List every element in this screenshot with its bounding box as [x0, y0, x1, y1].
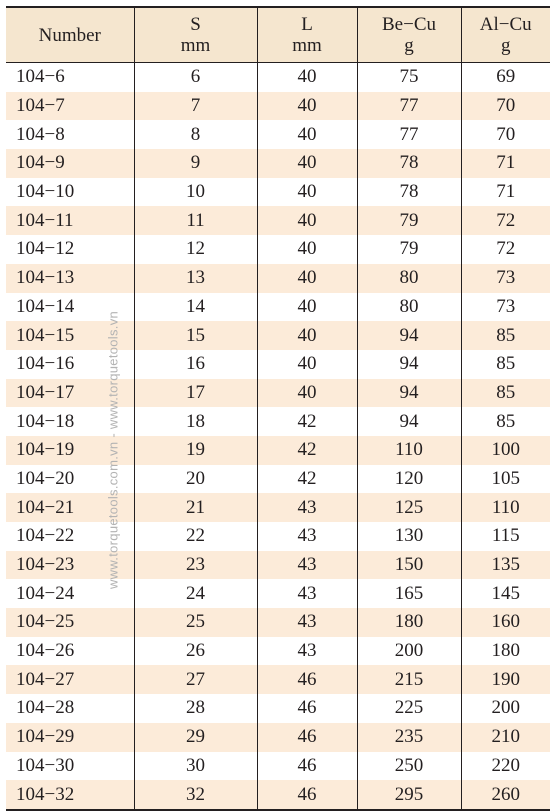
table-row — [6, 92, 550, 121]
number-cell: 104−12 — [16, 238, 75, 260]
s-cell: 19 — [134, 436, 257, 465]
column-header-label: L — [301, 14, 313, 35]
be-cu-cell: 94 — [357, 379, 461, 408]
be-cu-cell: 77 — [357, 92, 461, 121]
be-cu-cell: 295 — [357, 780, 461, 810]
l-cell: 40 — [257, 379, 357, 408]
l-cell: 40 — [257, 235, 357, 264]
table-row — [6, 264, 550, 293]
number-cell: 104−6 — [16, 66, 65, 88]
be-cu-cell: 78 — [357, 149, 461, 178]
s-cell: 7 — [134, 92, 257, 121]
s-cell: 18 — [134, 407, 257, 436]
l-cell: 46 — [257, 723, 357, 752]
al-cu-cell: 260 — [461, 780, 550, 810]
number-cell: 104−21 — [6, 493, 134, 522]
table-row — [6, 407, 550, 436]
spec-table-container — [6, 6, 550, 806]
al-cu-cell: 71 — [461, 178, 550, 207]
s-cell: 17 — [134, 379, 257, 408]
number-cell: 104−29 — [6, 723, 134, 752]
header-row — [6, 7, 550, 63]
l-cell: 43 — [257, 608, 357, 637]
column-header-unit: mm — [180, 35, 211, 56]
s-cell: 29 — [134, 723, 257, 752]
table-row — [6, 522, 550, 551]
l-cell: 40 — [257, 178, 357, 207]
al-cu-cell: 85 — [461, 321, 550, 350]
l-cell: 40 — [257, 92, 357, 121]
s-cell: 11 — [134, 206, 257, 235]
table-row — [6, 465, 550, 494]
be-cu-cell: 110 — [357, 436, 461, 465]
be-cu-cell: 77 — [357, 120, 461, 149]
be-cu-cell: 120 — [357, 465, 461, 494]
s-cell: 30 — [134, 752, 257, 781]
number-cell: 104−20 — [16, 467, 75, 489]
be-cu-cell: 165 — [357, 579, 461, 608]
table-row — [6, 551, 550, 580]
l-cell: 43 — [257, 637, 357, 666]
al-cu-cell: 200 — [461, 694, 550, 723]
al-cu-cell: 73 — [461, 264, 550, 293]
l-cell: 43 — [257, 579, 357, 608]
column-header-label: Be−Cu — [382, 14, 436, 35]
table-row — [6, 350, 550, 379]
l-cell: 40 — [257, 321, 357, 350]
table-row — [6, 579, 550, 608]
number-cell: 104−23 — [6, 551, 134, 580]
number-cell: 104−13 — [6, 264, 134, 293]
s-cell: 13 — [134, 264, 257, 293]
table-row — [6, 293, 550, 322]
number-cell: 104−14 — [16, 295, 75, 317]
table-row — [6, 752, 550, 781]
s-cell: 9 — [134, 149, 257, 178]
s-cell: 10 — [134, 178, 257, 207]
table-row — [6, 379, 550, 408]
table-row — [6, 206, 550, 235]
table-row — [6, 665, 550, 694]
be-cu-cell: 180 — [357, 608, 461, 637]
number-cell: 104−30 — [16, 754, 75, 776]
s-cell: 32 — [134, 780, 257, 810]
table-row — [6, 235, 550, 264]
l-cell: 40 — [257, 264, 357, 293]
number-cell: 104−15 — [6, 321, 134, 350]
be-cu-cell: 130 — [357, 522, 461, 551]
l-cell: 46 — [257, 752, 357, 781]
al-cu-cell: 73 — [461, 293, 550, 322]
l-cell: 40 — [257, 63, 357, 92]
column-header-label: Number — [38, 24, 101, 46]
be-cu-cell: 78 — [357, 178, 461, 207]
be-cu-cell: 75 — [357, 63, 461, 92]
be-cu-cell: 94 — [357, 321, 461, 350]
number-cell: 104−18 — [16, 410, 75, 432]
number-cell: 104−11 — [6, 206, 134, 235]
be-cu-cell: 94 — [357, 407, 461, 436]
s-cell: 12 — [134, 235, 257, 264]
al-cu-cell: 135 — [461, 551, 550, 580]
be-cu-cell: 79 — [357, 206, 461, 235]
al-cu-cell: 160 — [461, 608, 550, 637]
table-row — [6, 608, 550, 637]
number-cell: 104−9 — [6, 149, 134, 178]
table-body — [6, 63, 550, 810]
al-cu-cell: 85 — [461, 407, 550, 436]
l-cell: 46 — [257, 694, 357, 723]
column-header-al-cu-g — [461, 7, 550, 63]
al-cu-cell: 210 — [461, 723, 550, 752]
al-cu-cell: 220 — [461, 752, 550, 781]
number-cell: 104−25 — [6, 608, 134, 637]
table-row — [6, 63, 550, 92]
table-row — [6, 120, 550, 149]
number-cell: 104−17 — [6, 379, 134, 408]
al-cu-cell: 85 — [461, 379, 550, 408]
al-cu-cell: 70 — [461, 120, 550, 149]
s-cell: 15 — [134, 321, 257, 350]
l-cell: 43 — [257, 551, 357, 580]
number-cell: 104−27 — [6, 665, 134, 694]
s-cell: 27 — [134, 665, 257, 694]
spec-table — [6, 6, 550, 811]
l-cell: 42 — [257, 436, 357, 465]
s-cell: 25 — [134, 608, 257, 637]
table-row — [6, 493, 550, 522]
watermark-text: www.torquetools.com.vn - www.torquetools.vn — [105, 310, 121, 590]
table-row — [6, 780, 550, 810]
number-cell: 104−28 — [16, 697, 75, 719]
al-cu-cell: 190 — [461, 665, 550, 694]
l-cell: 43 — [257, 522, 357, 551]
table-row — [6, 321, 550, 350]
number-cell: 104−32 — [6, 780, 134, 810]
column-header-unit: g — [501, 35, 511, 56]
l-cell: 40 — [257, 293, 357, 322]
table-row — [6, 149, 550, 178]
l-cell: 40 — [257, 350, 357, 379]
l-cell: 42 — [257, 465, 357, 494]
be-cu-cell: 125 — [357, 493, 461, 522]
table-row — [6, 694, 550, 723]
table-row — [6, 436, 550, 465]
l-cell: 40 — [257, 120, 357, 149]
s-cell: 20 — [134, 465, 257, 494]
be-cu-cell: 215 — [357, 665, 461, 694]
column-header-l-mm — [257, 7, 357, 63]
table-row — [6, 637, 550, 666]
s-cell: 21 — [134, 493, 257, 522]
l-cell: 43 — [257, 493, 357, 522]
s-cell: 16 — [134, 350, 257, 379]
number-cell: 104−26 — [16, 640, 75, 662]
l-cell: 40 — [257, 149, 357, 178]
al-cu-cell: 72 — [461, 235, 550, 264]
be-cu-cell: 200 — [357, 637, 461, 666]
number-cell: 104−24 — [16, 582, 75, 604]
l-cell: 46 — [257, 780, 357, 810]
be-cu-cell: 250 — [357, 752, 461, 781]
table-row — [6, 178, 550, 207]
table-header — [6, 7, 550, 63]
number-cell: 104−7 — [6, 92, 134, 121]
number-cell: 104−8 — [16, 123, 65, 145]
al-cu-cell: 71 — [461, 149, 550, 178]
al-cu-cell: 70 — [461, 92, 550, 121]
al-cu-cell: 115 — [461, 522, 550, 551]
s-cell: 8 — [134, 120, 257, 149]
s-cell: 24 — [134, 579, 257, 608]
al-cu-cell: 145 — [461, 579, 550, 608]
s-cell: 14 — [134, 293, 257, 322]
column-header-unit: g — [404, 35, 414, 56]
s-cell: 28 — [134, 694, 257, 723]
l-cell: 46 — [257, 665, 357, 694]
be-cu-cell: 94 — [357, 350, 461, 379]
al-cu-cell: 105 — [461, 465, 550, 494]
s-cell: 6 — [134, 63, 257, 92]
number-cell: 104−22 — [16, 525, 75, 547]
al-cu-cell: 100 — [461, 436, 550, 465]
s-cell: 22 — [134, 522, 257, 551]
be-cu-cell: 150 — [357, 551, 461, 580]
column-header-label: S — [190, 14, 201, 35]
al-cu-cell: 72 — [461, 206, 550, 235]
al-cu-cell: 69 — [461, 63, 550, 92]
al-cu-cell: 180 — [461, 637, 550, 666]
be-cu-cell: 80 — [357, 293, 461, 322]
al-cu-cell: 110 — [461, 493, 550, 522]
l-cell: 42 — [257, 407, 357, 436]
column-header-be-cu-g — [357, 7, 461, 63]
number-cell: 104−16 — [16, 353, 75, 375]
be-cu-cell: 79 — [357, 235, 461, 264]
s-cell: 26 — [134, 637, 257, 666]
be-cu-cell: 235 — [357, 723, 461, 752]
column-header-unit: mm — [292, 35, 322, 56]
al-cu-cell: 85 — [461, 350, 550, 379]
s-cell: 23 — [134, 551, 257, 580]
column-header-label: Al−Cu — [479, 14, 532, 35]
l-cell: 40 — [257, 206, 357, 235]
be-cu-cell: 225 — [357, 694, 461, 723]
number-cell: 104−19 — [6, 436, 134, 465]
number-cell: 104−10 — [16, 181, 75, 203]
column-header-s-mm — [134, 7, 257, 63]
be-cu-cell: 80 — [357, 264, 461, 293]
table-row — [6, 723, 550, 752]
column-header-number — [6, 7, 134, 63]
